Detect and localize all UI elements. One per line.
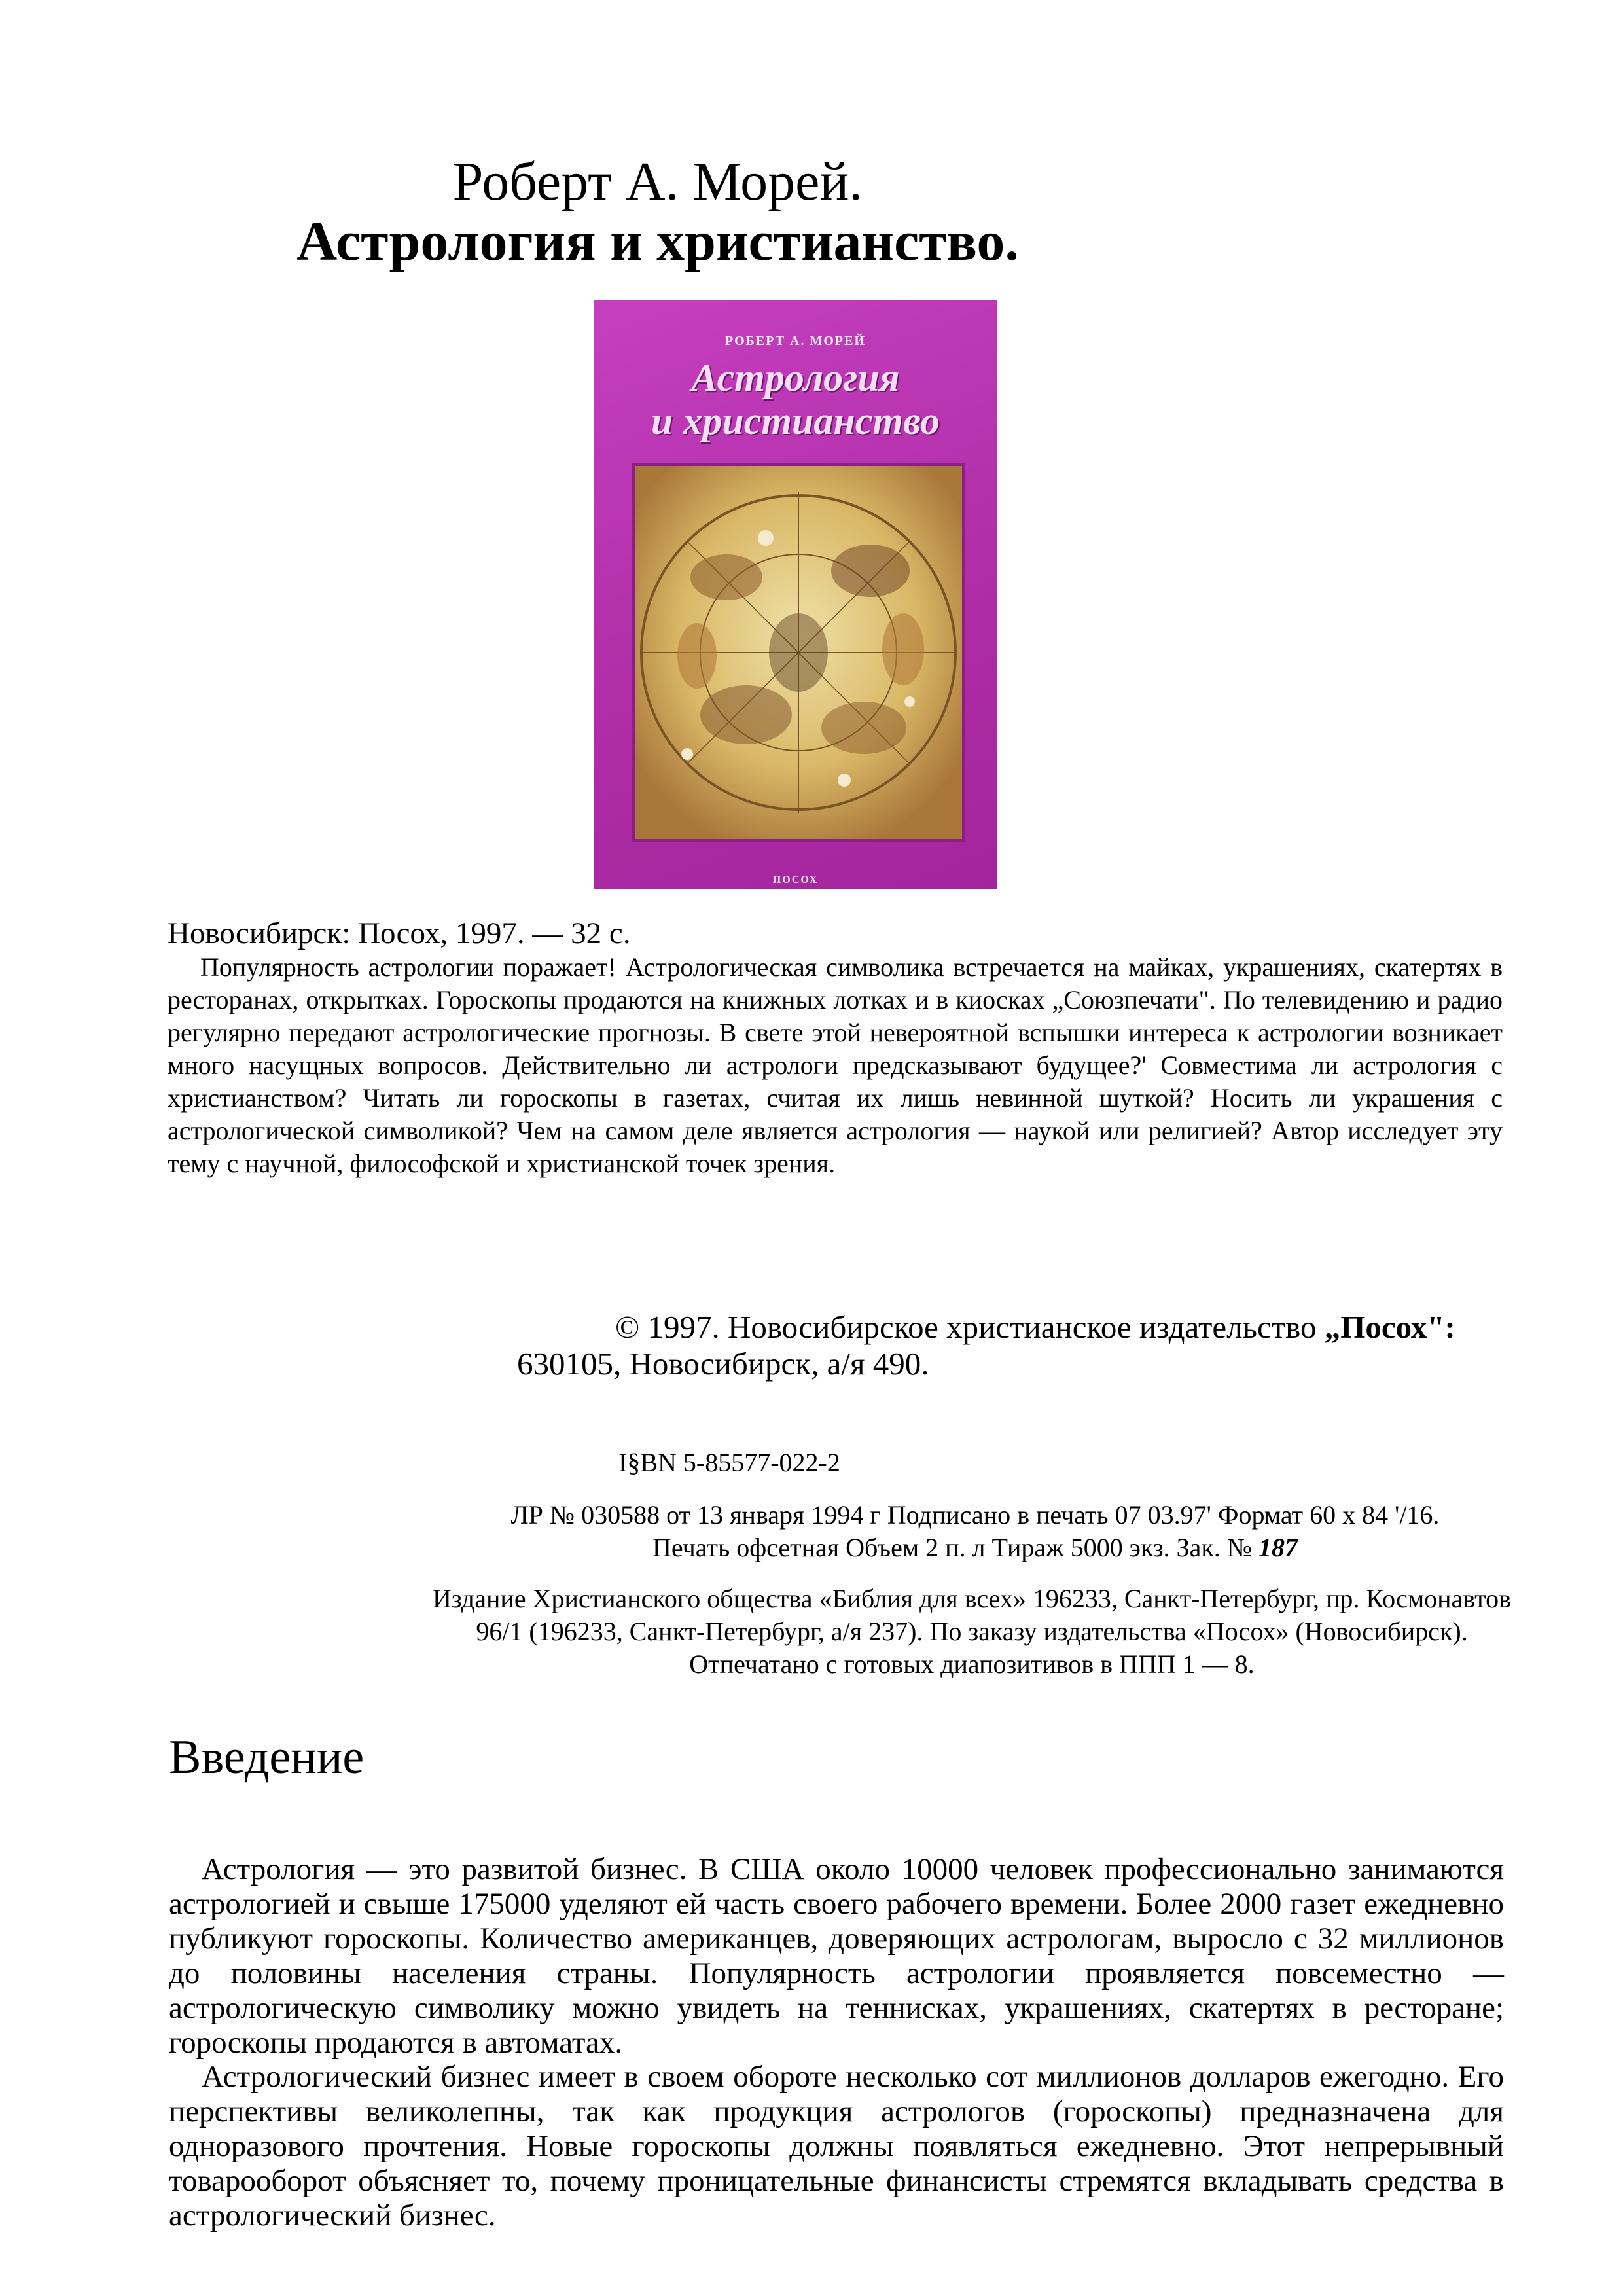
- order-number: 187: [1258, 1533, 1298, 1562]
- cover-author: РОБЕРТ А. МОРЕЙ: [724, 334, 866, 348]
- copyright-publisher: „Посох":: [1324, 1309, 1455, 1345]
- book-author: Роберт А. Морей.: [452, 151, 863, 212]
- isbn: I§BN 5-85577-022-2: [618, 1448, 840, 1477]
- annotation: Популярность астрологии поражает! Астрологическая символика встречается на майках, украшениях, скатертях в ресторанах, открытках. Гороскопы продаются на книжных лотках и в киосках „Союзпечати". По телевидению и радио регулярно передают астрологические прогнозы. В свете этой невероятной вспышки интереса к астрологии возникает много насущных вопросов. Действительно ли астрологи предсказывают будущее?' Совместима ли астрология с христианством? Читать ли гороскопы в газетах, считая их лишь невинной шуткой? Носить ли украшения с астрологической символикой? Чем на самом деле является астрология — наукой или религией? Автор исследует эту тему с научной, философской и христианской точек зрения.: [168, 952, 1503, 1178]
- copyright-address: 630105, Новосибирск, а/я 490.: [517, 1346, 929, 1382]
- celestial-map-illustration-icon: [632, 463, 965, 842]
- copyright-block: [517, 1309, 1538, 1382]
- copyright-text: © 1997. Новосибирское христианское издательство: [615, 1309, 1325, 1345]
- cover-title: [594, 356, 997, 442]
- cover-title-line2: и христианство: [651, 399, 940, 442]
- copyright-line1: [517, 1309, 1538, 1346]
- imprint-line: Новосибирск: Посох, 1997. — 32 с.: [168, 916, 631, 950]
- print-info-line1: ЛР № 030588 от 13 января 1994 г Подписано в печать 07 03.97' Формат 60 x 84 '/16.: [510, 1500, 1440, 1530]
- print-info-line2: [452, 1532, 1499, 1564]
- book-cover-image: [594, 300, 997, 889]
- cover-title-line1: Астрология: [691, 356, 900, 399]
- intro-paragraph-1: Астрология — это развитой бизнес. В США около 10000 человек профессионально занимаются астрологией и свыше 175000 уделяют ей часть своего рабочего времени. Более 2000 газет ежедневно публикуют гороскопы. Количество американцев, доверяющих астрологам, выросло с 32 миллионов до половины населения страны. Популярность астрологии проявляется повсеместно — астрологическую символику можно увидеть на теннисках, украшениях, скатертях в ресторане; гороскопы продаются в автоматах.: [169, 1852, 1504, 2060]
- edition-info: Издание Христианского общества «Библия для всех» 196233, Санкт-Петербург, пр. Космонавтов 96/1 (196233, Санкт-Петербург, а/я 237). По заказу издательства «Посох» (Новосибирск). Отпечатано с готовых диапозитивов в ППП 1 — 8.: [432, 1584, 1512, 1679]
- cover-publisher: ПОСОХ: [772, 874, 819, 886]
- section-heading: Введение: [169, 1731, 365, 1784]
- intro-paragraph-2: Астрологический бизнес имеет в своем обороте несколько сот миллионов долларов ежегодно. Его перспективы великолепны, так как продукция астрологов (гороскопы) предназначена для одноразового прочтения. Новые гороскопы должны появляться ежедневно. Этот непрерывный товарооборот объясняет то, почему проницательные финансисты стремятся вкладывать средства в астрологический бизнес.: [169, 2060, 1504, 2233]
- print-info-text: Печать офсетная Объем 2 п. л Тираж 5000 экз. Зак. №: [652, 1533, 1258, 1562]
- book-title: Астрология и христианство.: [296, 209, 1019, 272]
